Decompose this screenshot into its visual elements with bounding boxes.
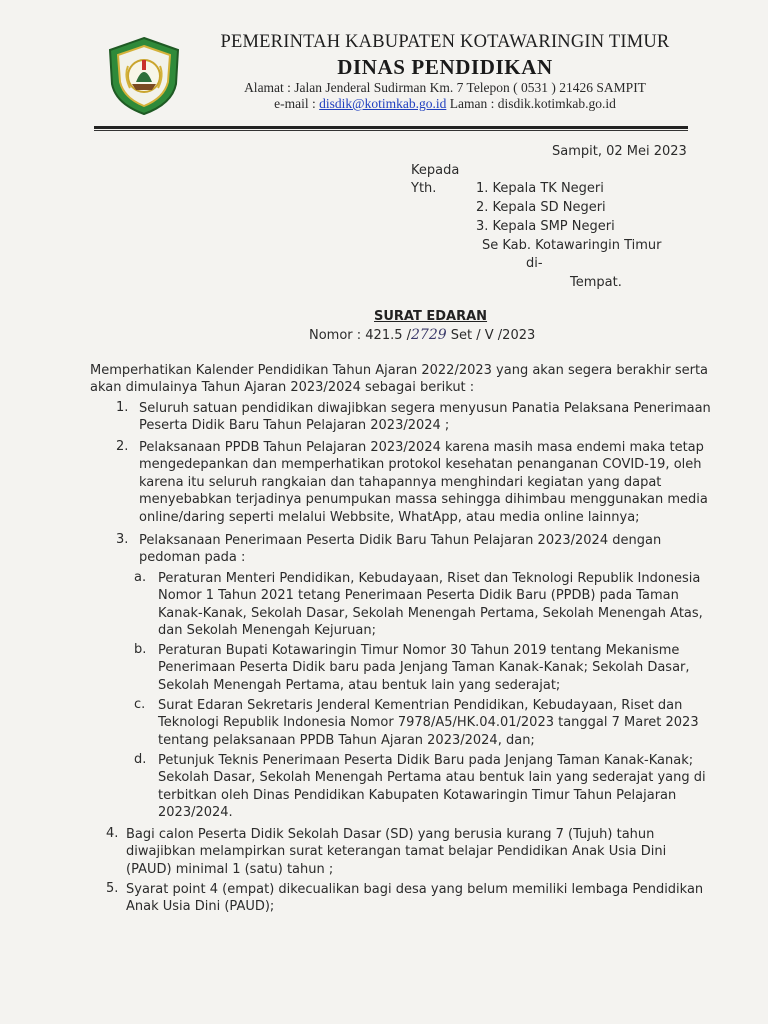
regency-emblem-logo <box>106 36 182 116</box>
text-line: dan Sekolah Menengah Kejuruan; <box>158 623 376 639</box>
email-label: e-mail : <box>274 96 320 111</box>
text-line: Pelaksanaan Penerimaan Peserta Didik Baru Tahun Pelajaran 2023/2024 dengan <box>139 533 662 548</box>
recipient-kepada: Kepada <box>411 163 460 178</box>
recipient-item: 2. Kepala SD Negeri <box>476 200 606 215</box>
text-line: tentang pelaksanaan PPDB Tahun Ajaran 2023/2024, dan; <box>158 732 535 748</box>
text-line: Surat Edaran Sekretaris Jenderal Kementrian Pendidikan, Kebudayaan, Riset dan <box>158 698 683 713</box>
text-line: Seluruh satuan pendidikan diwajibkan segera menyusun Panatia Pelaksana Penerimaan <box>139 401 711 416</box>
subpoint-text <box>158 570 703 640</box>
website-text: Laman : disdik.kotimkab.go.id <box>446 96 616 111</box>
recipient-tempat: Tempat. <box>570 275 622 290</box>
recipient-item: 3. Kepala SMP Negeri <box>476 219 615 234</box>
document-number <box>309 327 535 343</box>
point-text <box>139 400 711 435</box>
office-address: Alamat : Jalan Jenderal Sudirman Km. 7 Telepon ( 0531 ) 21426 SAMPIT <box>244 80 646 95</box>
text-line: Bagi calon Peserta Didik Sekolah Dasar (SD) yang berusia kurang 7 (Tujuh) tahun <box>126 827 655 842</box>
subpoint-letter: d. <box>134 752 147 767</box>
text-line: Pelaksanaan PPDB Tahun Pelajaran 2023/2024 karena masih masa endemi maka tetap <box>139 440 704 455</box>
text-line: 2023/2024. <box>158 805 233 821</box>
text-line: Peserta Didik Baru Tahun Pelajaran 2023/2024 ; <box>139 418 450 434</box>
text-line: diwajibkan melampirkan surat keterangan tamat belajar Pendidikan Anak Usia Dini <box>126 844 667 860</box>
text-line: terbitkan oleh Dinas Pendidikan Kabupaten Kotawaringin Timur Tahun Pelajaran <box>158 787 677 803</box>
subpoint-text <box>158 752 706 822</box>
point-text <box>139 439 708 526</box>
text-line: (PAUD) minimal 1 (satu) tahun ; <box>126 861 334 877</box>
text-line: Peraturan Bupati Kotawaringin Timur Nomor 30 Tahun 2019 tentang Mekanisme <box>158 643 680 658</box>
text-line: Petunjuk Teknis Penerimaan Peserta Didik Baru pada Jenjang Taman Kanak-Kanak; <box>158 753 694 768</box>
point-text <box>126 881 703 916</box>
text-line: pedoman pada : <box>139 550 246 566</box>
email-link[interactable]: disdik@kotimkab.go.id <box>319 96 447 111</box>
letterhead-rule-thick <box>94 126 688 129</box>
text-line: Anak Usia Dini (PAUD); <box>126 899 275 915</box>
recipient-region: Se Kab. Kotawaringin Timur <box>482 238 662 253</box>
text-line: Kanak-Kanak, Sekolah Dasar, Sekolah Menengah Pertama, Sekolah Menengah Atas, <box>158 605 703 621</box>
point-text <box>126 826 666 878</box>
handwritten-number: 2729 <box>411 327 447 343</box>
text-line: Peraturan Menteri Pendidikan, Kebudayaan, Riset dan Teknologi Republik Indonesia <box>158 571 701 586</box>
recipient-di: di- <box>526 256 543 271</box>
subpoint-text <box>158 642 690 694</box>
letterhead-rule-thin <box>94 130 688 131</box>
text-line: online/daring seperti melalui Webbsite, WhatApp, atau media online lainnya; <box>139 509 640 525</box>
text-line: mengedepankan dan memperhatikan protokol kesehatan penanganan COVID-19, oleh <box>139 457 702 473</box>
number-prefix: Nomor : 421.5 / <box>309 328 412 343</box>
subpoint-letter: a. <box>134 570 147 585</box>
letter-date: Sampit, 02 Mei 2023 <box>552 144 687 159</box>
point-number: 4. <box>106 826 119 841</box>
office-contact <box>200 96 690 112</box>
text-line: menyebabkan terjadinya penumpukan massa sehingga dihimbau menggunakan media <box>139 492 708 508</box>
office-name: DINAS PENDIDIKAN <box>337 55 553 79</box>
text-line: Memperhatikan Kalender Pendidikan Tahun Ajaran 2022/2023 yang akan segera berakhir serta <box>90 363 709 378</box>
number-suffix: Set / V /2023 <box>446 328 536 343</box>
intro-paragraph <box>90 362 708 397</box>
point-text <box>139 532 661 567</box>
point-number: 5. <box>106 881 119 896</box>
government-name: PEMERINTAH KABUPATEN KOTAWARINGIN TIMUR <box>220 32 670 52</box>
document-title: SURAT EDARAN <box>374 309 488 324</box>
subpoint-text <box>158 697 699 749</box>
point-number: 1. <box>116 400 129 415</box>
text-line: Penerimaan Peserta Didik baru pada Jenjang Taman Kanak-Kanak; Sekolah Dasar, <box>158 660 690 676</box>
text-line: Nomor 1 Tahun 2021 tetang Penerimaan Peserta Didik Baru (PPDB) pada Taman <box>158 588 679 604</box>
text-line: Sekolah Dasar, Sekolah Menengah Pertama atau bentuk lain yang sederajat yang di <box>158 770 706 786</box>
text-line: karena itu seluruh rangkaian dan tahapannya menghindari kegiatan yang dapat <box>139 474 662 490</box>
text-line: Sekolah Menengah Pertama, atau bentuk lain yang sederajat; <box>158 677 561 693</box>
text-line: akan dimulainya Tahun Ajaran 2023/2024 sebagai berikut : <box>90 380 475 396</box>
text-line: Teknologi Republik Indonesia Nomor 7978/A5/HK.04.01/2023 tanggal 7 Maret 2023 <box>158 715 699 731</box>
text-line: Syarat point 4 (empat) dikecualikan bagi desa yang belum memiliki lembaga Pendidikan <box>126 882 704 897</box>
subpoint-letter: c. <box>134 697 146 712</box>
point-number: 3. <box>116 532 129 547</box>
recipient-yth: Yth. <box>411 181 437 196</box>
recipient-item: 1. Kepala TK Negeri <box>476 181 604 196</box>
subpoint-letter: b. <box>134 642 147 657</box>
point-number: 2. <box>116 439 129 454</box>
